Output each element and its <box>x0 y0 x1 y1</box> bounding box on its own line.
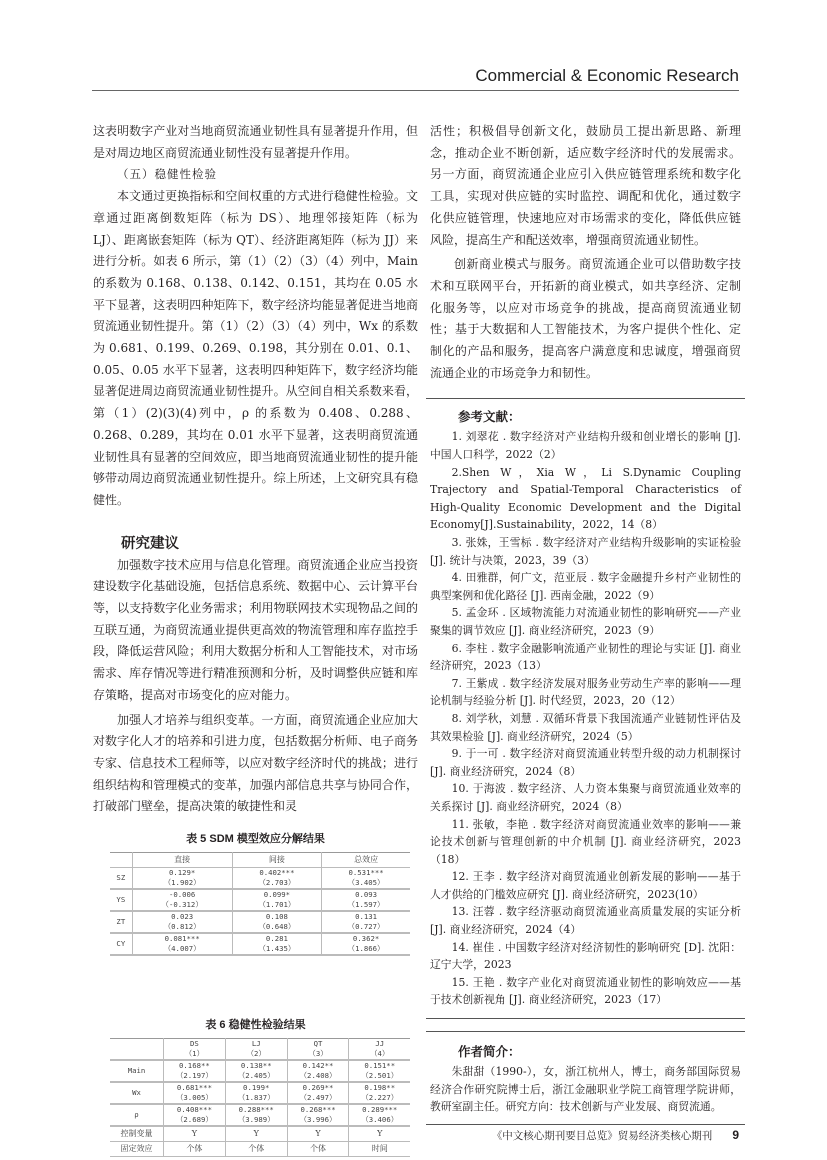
cell-line: 0.269** <box>302 1083 334 1093</box>
table-cell <box>349 1060 410 1082</box>
table-cell <box>225 1104 287 1126</box>
table-cell <box>110 1039 163 1061</box>
table-cell <box>163 1039 225 1061</box>
cell-line: （2.197） <box>176 1071 213 1081</box>
divider <box>426 1018 745 1019</box>
cell-line: （1） <box>184 1049 204 1059</box>
cell-line: （1.902） <box>163 878 201 888</box>
paragraph: 加强数字技术应用与信息化管理。商贸流通企业应当投资建设数字化基础设施，包括信息系统、数据中心、云计算平台等，以支持数字化业务需求；利用物联网技术实现物品之间的互联互通，为商贸流通业提供更高效的物流管理和库存监控手段，降低运营风险；利用大数据分析和人工智能技术，对市场需求、库存情况等进行精准预测和分析，及时调整供应链和库存策略，提高对市场变化的应对能力。 <box>93 557 418 702</box>
table-cell: Main <box>110 1060 163 1082</box>
cell-line: 0.129* <box>168 868 196 878</box>
table-cell <box>322 933 410 955</box>
cell-line: （2） <box>246 1049 266 1059</box>
cell-line: （0.727） <box>347 922 385 932</box>
table-cell <box>132 868 232 890</box>
cell-line: （3） <box>308 1049 328 1059</box>
cell-line: 0.142** <box>302 1061 334 1071</box>
cell-line: DS <box>190 1039 199 1049</box>
table-cell: 个体 <box>163 1142 225 1157</box>
reference-item: 1. 刘翠花 . 数字经济对产业结构升级和创业增长的影响 [J]. 中国人口科学，2022（2） <box>430 430 741 462</box>
cell-line: （3.989） <box>237 1115 275 1125</box>
cell-line: 0.681*** <box>176 1083 212 1093</box>
cell-line: -0.006 <box>168 890 196 900</box>
cell-line: （1.701） <box>258 900 296 910</box>
header-rule <box>92 90 739 91</box>
reference-item: 2.Shen W，Xia W，Li S.Dynamic Coupling Trajectory and Spatial-Temporal Characteristics of High-Quality Economic Development and the Digital Economy[J].Sustainability，2022，14（8） <box>430 465 741 532</box>
table-cell: 总效应 <box>322 853 410 868</box>
reference-item: 7. 王紫成 . 数字经济发展对服务业劳动生产率的影响——理论机制与经验分析 [J]. 时代经贸，2023，20（12） <box>430 676 741 708</box>
cell-line: （1.435） <box>258 944 296 954</box>
section-subheading: （五）稳健性检验 <box>117 167 217 182</box>
table-row <box>110 1104 410 1126</box>
cell-line: 0.023 <box>171 912 194 922</box>
table-cell: ρ <box>110 1104 163 1126</box>
footer-text: 《中文核心期刊要目总览》贸易经济类核心期刊 <box>491 1130 713 1142</box>
table-cell <box>322 868 410 890</box>
table-cell: Y <box>225 1126 287 1142</box>
table-cell <box>163 1104 225 1126</box>
table-row <box>110 1142 410 1157</box>
reference-item: 15. 王艳 . 数字产业化对商贸流通业韧性的影响效应——基于技术创新视角 [J]. 商业经济研究，2023（17） <box>430 975 741 1007</box>
table5-caption: 表 5 SDM 模型效应分解结果 <box>186 833 325 846</box>
section-heading: 研究建议 <box>121 535 179 552</box>
reference-item: 11. 张敏，李艳 . 数字经济对商贸流通业效率的影响——兼论技术创新与管理创新的中介机制 [J]. 商业经济研究，2023（18） <box>430 817 741 866</box>
cell-line: （4） <box>370 1049 390 1059</box>
author-title: 作者简介： <box>458 1045 521 1060</box>
cell-line: （0.648） <box>258 922 296 932</box>
table5 <box>110 852 410 956</box>
table-row <box>110 911 410 933</box>
table-cell <box>232 911 322 933</box>
divider <box>426 1124 745 1125</box>
table-cell <box>287 1039 349 1061</box>
cell-line: （2.703） <box>258 878 296 888</box>
paragraph: 本文通过更换指标和空间权重的方式进行稳健性检验。文章通过距离倒数矩阵（标为 DS）、地理邻接矩阵（标为 LJ）、距离嵌套矩阵（标为 QT）、经济距离矩阵（标为 JJ）来进行分析。如表 6 所示，第（1）（2）（3）（4）列中，Main 的系数为 0.168、0.138、0.142、0.151，其均在 0.05 水平下显著，这表明四种矩阵下，数字经济均能显著促进当地商贸流通业韧性提升。第（1）（2）（3）（4）列中，Wx 的系数为 0.681、0.199、0.269、0.198，其分别在 0.01、0.1、0.05、0.05 水平下显著，这表明四种矩阵下，数字经济均能显著促进周边商贸流通业韧性提升。从空间自相关系数来看，第（1）(2)(3)(4)列中，ρ 的系数为 0.408、0.288、0.268、0.289，其均在 0.01 水平下显著，这表明商贸流通业韧性具有显著的空间效应，即当地商贸流通业韧性的提升能够带动周边商贸流通业韧性提升。综上所述，上文研究具有稳健性。 <box>93 189 418 507</box>
reference-item: 10. 于海波 . 数字经济、人力资本集聚与商贸流通业效率的关系探讨 [J]. 商业经济研究，2024（8） <box>430 782 741 813</box>
table-cell: Y <box>163 1126 225 1142</box>
left-column <box>93 121 418 1157</box>
table-cell <box>163 1082 225 1104</box>
cell-line: 0.288*** <box>238 1105 274 1115</box>
cell-line: （2.227） <box>361 1093 399 1103</box>
paragraph: 加强人才培养与组织变革。一方面，商贸流通企业应加大对数字化人才的培养和引进力度，包括数据分析师、电子商务专家、信息技术工程师等，以应对数字经济时代的挑战；进行组织结构和管理模式的变革，加强内部信息共享与协同合作，打破部门壁垒，提高决策的敏捷性和灵 <box>93 712 418 814</box>
table-row <box>110 1126 410 1142</box>
cell-line: LJ <box>251 1039 261 1049</box>
reference-item: 9. 于一可 . 数字经济对商贸流通业转型升级的动力机制探讨 [J]. 商业经济研究，2024（8） <box>430 747 741 778</box>
table-row <box>110 868 410 890</box>
table-header-row <box>110 1039 410 1061</box>
cell-line: （3.005） <box>176 1093 213 1103</box>
cell-line: 0.281 <box>265 934 288 944</box>
divider <box>426 1031 745 1032</box>
cell-line: 0.099* <box>263 890 291 900</box>
divider <box>426 398 745 399</box>
author-bio: 朱甜甜（1990-），女，浙江杭州人，博士，商务部国际贸易经济合作研究院博士后，浙江金融职业学院工商管理学院讲师，教研室副主任。研究方向：技术创新与产业发展、商贸流通。 <box>430 1065 741 1114</box>
table-cell <box>287 1060 349 1082</box>
table-row <box>110 1082 410 1104</box>
cell-line: 0.402*** <box>259 868 295 878</box>
cell-line: JJ <box>375 1039 385 1049</box>
table-header-row <box>110 853 410 868</box>
paragraph: 创新商业模式与服务。商贸流通企业可以借助数字技术和互联网平台，开拓新的商业模式，如共享经济、定制化服务等，以应对市场竞争的挑战，提高商贸流通业韧性；基于大数据和人工智能技术，为客户提供个性化、定制化的产品和服务，提高客户满意度和忠诚度，增强商贸流通企业的市场竞争力和韧性。 <box>430 257 741 380</box>
table-cell <box>163 1060 225 1082</box>
cell-line: （1.866） <box>347 944 385 954</box>
cell-line: （2.497） <box>299 1093 337 1103</box>
cell-line: （2.689） <box>176 1115 213 1125</box>
cell-line: 0.198** <box>364 1083 396 1093</box>
journal-header: Commercial & Economic Research <box>475 66 739 85</box>
cell-line: （0.812） <box>163 922 201 932</box>
table-row <box>110 933 410 955</box>
table-cell: CY <box>110 933 132 955</box>
reference-item: 3. 张姝，王雪标 . 数字经济对产业结构升级影响的实证检验 [J]. 统计与决策，2023，39（3） <box>430 536 741 567</box>
cell-line: 0.168** <box>179 1061 210 1071</box>
reference-item: 12. 王李 . 数字经济对商贸流通业创新发展的影响——基于人才供给的门槛效应研究 [J]. 商业经济研究，2023(10） <box>430 870 741 901</box>
table-cell <box>287 1104 349 1126</box>
reference-item: 14. 崔佳 . 中国数字经济对经济韧性的影响研究 [D]. 沈阳：辽宁大学，2023 <box>430 940 741 972</box>
cell-line: 0.108 <box>265 912 288 922</box>
table-cell: 个体 <box>287 1142 349 1157</box>
cell-line: （3.406） <box>361 1115 399 1125</box>
reference-item: 5. 孟金环 . 区域物流能力对流通业韧性的影响研究——产业聚集的调节效应 [J]. 商业经济研究，2023（9） <box>430 606 741 637</box>
footer <box>492 1128 739 1143</box>
table-cell: 直接 <box>132 853 232 868</box>
table-cell <box>322 889 410 911</box>
table-cell: ZT <box>110 911 132 933</box>
table-cell <box>132 911 232 933</box>
table-cell: 控制变量 <box>110 1126 163 1142</box>
table-cell <box>232 889 322 911</box>
cell-line: 0.268*** <box>300 1105 336 1115</box>
reference-item: 13. 汪蓉 . 数字经济驱动商贸流通业高质量发展的实证分析 [J]. 商业经济研究，2024（4） <box>430 905 741 937</box>
table-cell <box>287 1082 349 1104</box>
reference-item: 6. 李柱 . 数字金融影响流通产业韧性的理论与实证 [J]. 商业经济研究，2023（13） <box>430 641 741 673</box>
cell-line: 0.151** <box>364 1061 396 1071</box>
references-title: 参考文献： <box>458 410 521 425</box>
cell-line: 0.081*** <box>164 934 200 944</box>
cell-line: QT <box>313 1039 323 1049</box>
table-cell: 固定效应 <box>110 1142 163 1157</box>
table-cell: SZ <box>110 868 132 890</box>
cell-line: （2.405） <box>237 1071 275 1081</box>
cell-line: 0.131 <box>355 912 378 922</box>
cell-line: 0.199* <box>243 1083 270 1093</box>
table-cell: Y <box>287 1126 349 1142</box>
paragraph: 活性；积极倡导创新文化，鼓励员工提出新思路、新理念，推动企业不断创新，适应数字经济时代的发展需求。另一方面，商贸流通企业应引入供应链管理系统和数字化工具，实现对供应链的实时监控、调配和优化，通过数字化供应链管理，快速地应对市场需求的变化，降低供应链风险，提高生产和配送效率，增强商贸流通业韧性。 <box>430 124 741 247</box>
table-row <box>110 889 410 911</box>
cell-line: 0.093 <box>355 890 378 900</box>
right-column <box>430 121 741 1125</box>
references-list <box>430 428 741 1009</box>
cell-line: 0.138** <box>240 1061 272 1071</box>
cell-line: （2.501） <box>361 1071 399 1081</box>
table6 <box>110 1038 410 1157</box>
table-cell <box>132 889 232 911</box>
table-cell <box>349 1039 410 1061</box>
table-cell: 间接 <box>232 853 322 868</box>
table-row <box>110 1060 410 1082</box>
cell-line: （-0.312） <box>161 900 203 910</box>
table-cell: YS <box>110 889 132 911</box>
table-cell: Wx <box>110 1082 163 1104</box>
cell-line: 0.289*** <box>362 1105 398 1115</box>
table-cell <box>349 1104 410 1126</box>
reference-item: 4. 田雅群，何广文，范亚辰 . 数字金融提升乡村产业韧性的典型案例和优化路径 [J]. 西南金融，2022（9） <box>430 571 741 602</box>
table6-caption: 表 6 稳健性检验结果 <box>205 1019 306 1032</box>
table-cell <box>225 1082 287 1104</box>
table-cell <box>225 1060 287 1082</box>
cell-line: （4.007） <box>163 944 201 954</box>
cell-line: （3.996） <box>299 1115 337 1125</box>
table-cell: Y <box>349 1126 410 1142</box>
table-cell <box>232 933 322 955</box>
cell-line: 0.362* <box>352 934 380 944</box>
cell-line: 0.531*** <box>348 868 384 878</box>
cell-line: （1.597） <box>347 900 385 910</box>
table-cell <box>225 1039 287 1061</box>
table-cell <box>132 933 232 955</box>
cell-line: （1.837） <box>237 1093 275 1103</box>
paragraph: 这表明数字产业对当地商贸流通业韧性具有显著提升作用，但是对周边地区商贸流通业韧性没有显著提升作用。 <box>93 124 418 160</box>
reference-item: 8. 刘学秋，刘慧 . 双循环背景下我国流通产业链韧性评估及其效果检验 [J]. 商业经济研究，2024（5） <box>430 711 741 743</box>
table-cell <box>110 853 132 868</box>
cell-line: 0.408*** <box>176 1105 212 1115</box>
table-cell <box>322 911 410 933</box>
cell-line: （3.405） <box>347 878 385 888</box>
cell-line: （2.408） <box>299 1071 337 1081</box>
table-cell: 时间 <box>349 1142 410 1157</box>
table-cell <box>232 868 322 890</box>
table-cell: 个体 <box>225 1142 287 1157</box>
page-number: 9 <box>732 1128 739 1142</box>
table-cell <box>349 1082 410 1104</box>
